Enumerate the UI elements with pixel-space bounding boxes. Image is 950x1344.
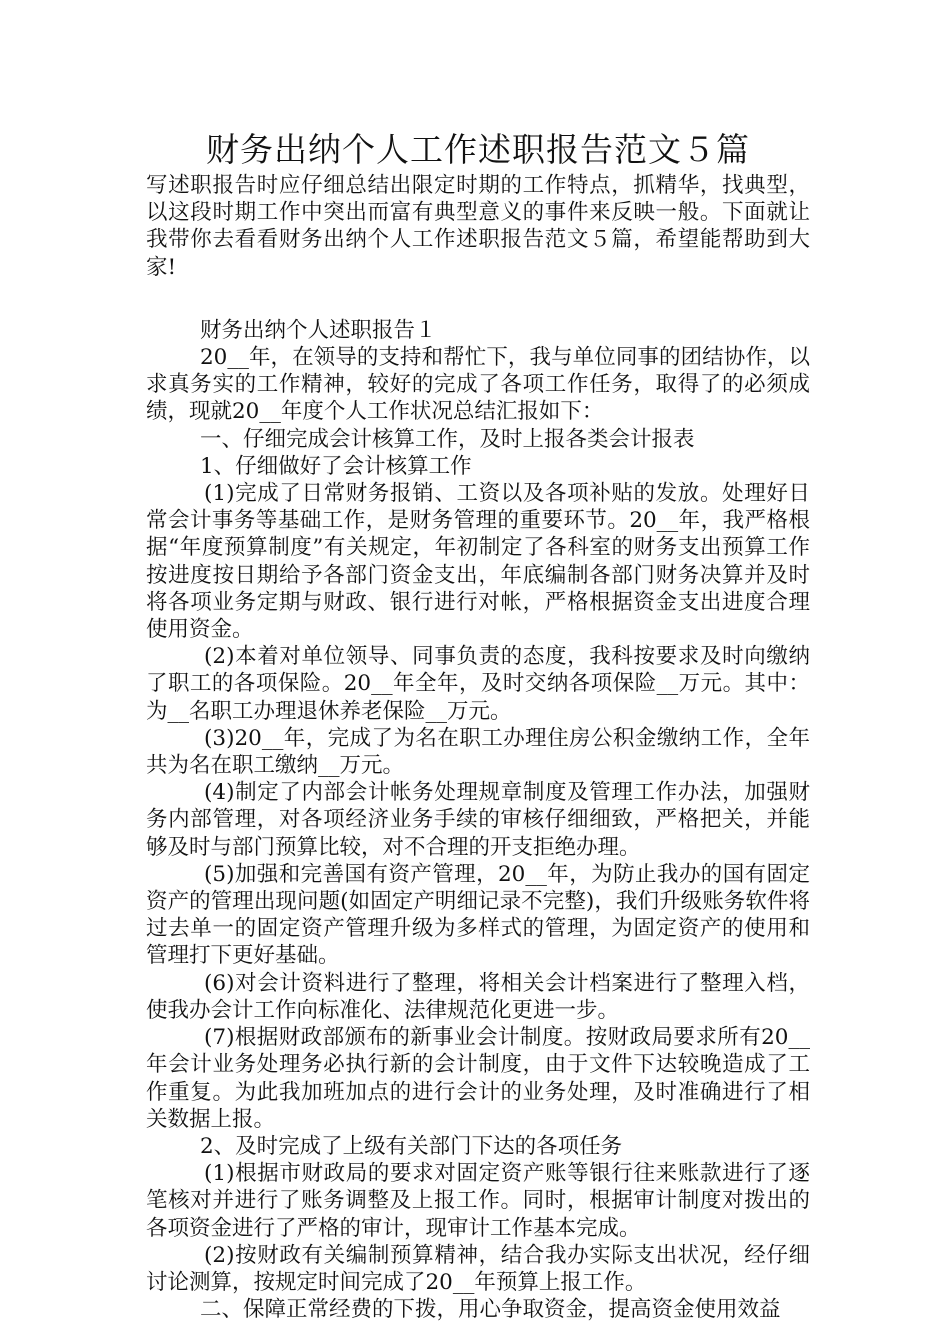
body-paragraph: (2)按财政有关编制预算精神，结合我办实际支出状况，经仔细讨论测算，按规定时间完成了20__年预算上报工作。 [146, 1242, 810, 1295]
body-paragraph: 20__年，在领导的支持和帮忙下，我与单位同事的团结协作，以求真务实的工作精神，较好的完成了各项工作任务，取得了的必须成绩，现就20__年度个人工作状况总结汇报如下： [146, 345, 810, 425]
body-paragraph: 1、仔细做好了会计核算工作 [200, 453, 472, 479]
body-paragraph: (1)完成了日常财务报销、工资以及各项补贴的发放。处理好日常会计事务等基础工作，是财务管理的重要环节。20__年，我严格根据“年度预算制度”有关规定，年初制定了各科室的财务支出预算工作按进度按日期给予各部门资金支出，年底编制各部门财务决算并及时将各项业务定期与财政、银行进行对帐，严格根据资金支出进度合理使用资金。 [146, 481, 810, 643]
body-paragraph: 二、保障正常经费的下拨，用心争取资金，提高资金使用效益 [200, 1297, 781, 1323]
body-paragraph: (4)制定了内部会计帐务处理规章制度及管理工作办法，加强财务内部管理，对各项经济业务手续的审核仔细细致，严格把关，并能够及时与部门预算比较，对不合理的开支拒绝办理。 [146, 780, 810, 860]
body-paragraph: (6)对会计资料进行了整理，将相关会计档案进行了整理入档，使我办会计工作向标准化、法律规范化更进一步。 [146, 970, 810, 1023]
body-paragraph: 财务出纳个人述职报告１ [200, 317, 437, 343]
body-paragraph: (3)20__年，完成了为名在职工办理住房公积金缴纳工作，全年共为名在职工缴纳__万元。 [146, 725, 810, 779]
document-page [146, 128, 810, 1323]
body-paragraph: (2)本着对单位领导、同事负责的态度，我科按要求及时向缴纳了职工的各项保险。20__年全年，及时交纳各项保险__万元。其中：为__名职工办理退休养老保险__万元。 [146, 644, 810, 724]
blank-line [146, 281, 810, 317]
body-paragraph: 一、仔细完成会计核算工作，及时上报各类会计报表 [200, 426, 695, 452]
intro-paragraph: 写述职报告时应仔细总结出限定时期的工作特点，抓精华，找典型，以这段时期工作中突出而富有典型意义的事件来反映一般。下面就让我带你去看看财务出纳个人工作述职报告范文５篇，希望能帮助到大家! [146, 173, 810, 280]
body-paragraph: (5)加强和完善国有资产管理，20__年，为防止我办的国有固定资产的管理出现问题(如固定产明细记录不完整)，我们升级账务软件将过去单一的固定资产管理升级为多样式的管理，为固定资产的使用和管理打下更好基础。 [146, 861, 810, 969]
body-paragraph: (1)根据市财政局的要求对固定资产账等银行往来账款进行了逐笔核对并进行了账务调整及上报工作。同时，根据审计制度对拨出的各项资金进行了严格的审计，现审计工作基本完成。 [146, 1161, 810, 1241]
body-paragraph: (7)根据财政部颁布的新事业会计制度。按财政局要求所有20__年会计业务处理务必执行新的会计制度，由于文件下达较晚造成了工作重复。为此我加班加点的进行会计的业务处理，及时准确进行了相关数据上报。 [146, 1025, 810, 1132]
body-paragraph: 2、及时完成了上级有关部门下达的各项任务 [200, 1133, 623, 1159]
document-title: 财务出纳个人工作述职报告范文５篇 [206, 130, 750, 169]
report-body [146, 317, 810, 1324]
